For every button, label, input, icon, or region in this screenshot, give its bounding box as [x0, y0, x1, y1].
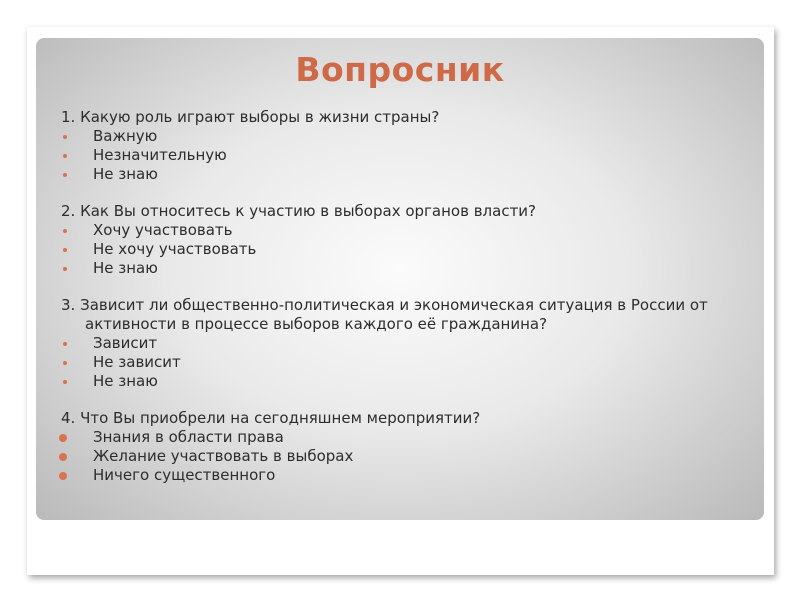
answer-option [61, 466, 741, 485]
bullet-dot-icon [59, 472, 67, 480]
question-2 [61, 202, 741, 278]
answer-option [61, 372, 741, 391]
bullet-dot-icon [63, 380, 67, 384]
answer-option [61, 334, 741, 353]
answer-options [61, 334, 741, 391]
question-1 [61, 108, 741, 184]
answer-label: Ничего существенного [93, 466, 276, 484]
bullet-dot-icon [63, 154, 67, 158]
answer-option [61, 221, 741, 240]
slide-title: Вопросник [295, 50, 505, 89]
answer-label: Знания в области права [93, 428, 284, 446]
bullet-dot-icon [63, 135, 67, 139]
bullet-dot-icon [63, 267, 67, 271]
answer-label: Хочу участвовать [93, 221, 233, 239]
answer-label: Важную [93, 127, 158, 145]
answer-option [61, 428, 741, 447]
bullet-dot-icon [59, 434, 67, 442]
question-text: 3. Зависит ли общественно-политическая и экономическая ситуация в России от активности в процессе выборов каждого её гражданина? [61, 296, 708, 333]
answer-option [61, 165, 741, 184]
answer-label: Не знаю [93, 259, 158, 277]
answer-option [61, 447, 741, 466]
answer-label: Желание участвовать в выборах [93, 447, 354, 465]
answer-option [61, 259, 741, 278]
bullet-dot-icon [63, 248, 67, 252]
question-4 [61, 409, 741, 485]
answer-label: Не знаю [93, 372, 158, 390]
bullet-dot-icon [63, 342, 67, 346]
answer-label: Не хочу участвовать [93, 240, 257, 258]
answer-label: Зависит [93, 334, 158, 352]
answer-option [61, 127, 741, 146]
question-3 [61, 296, 741, 391]
answer-options [61, 428, 741, 485]
answer-option [61, 353, 741, 372]
bullet-dot-icon [63, 361, 67, 365]
question-text: 1. Какую роль играют выборы в жизни страны? [61, 108, 440, 126]
bullet-dot-icon [63, 229, 67, 233]
answer-label: Незначительную [93, 146, 227, 164]
question-text: 4. Что Вы приобрели на сегодняшнем мероприятии? [61, 409, 481, 427]
questionnaire [61, 108, 741, 503]
bullet-dot-icon [63, 173, 67, 177]
answer-option [61, 240, 741, 259]
question-text: 2. Как Вы относитесь к участию в выборах органов власти? [61, 202, 537, 220]
answer-option [61, 146, 741, 165]
answer-label: Не зависит [93, 353, 181, 371]
bullet-dot-icon [59, 453, 67, 461]
answer-options [61, 127, 741, 184]
answer-label: Не знаю [93, 165, 158, 183]
answer-options [61, 221, 741, 278]
